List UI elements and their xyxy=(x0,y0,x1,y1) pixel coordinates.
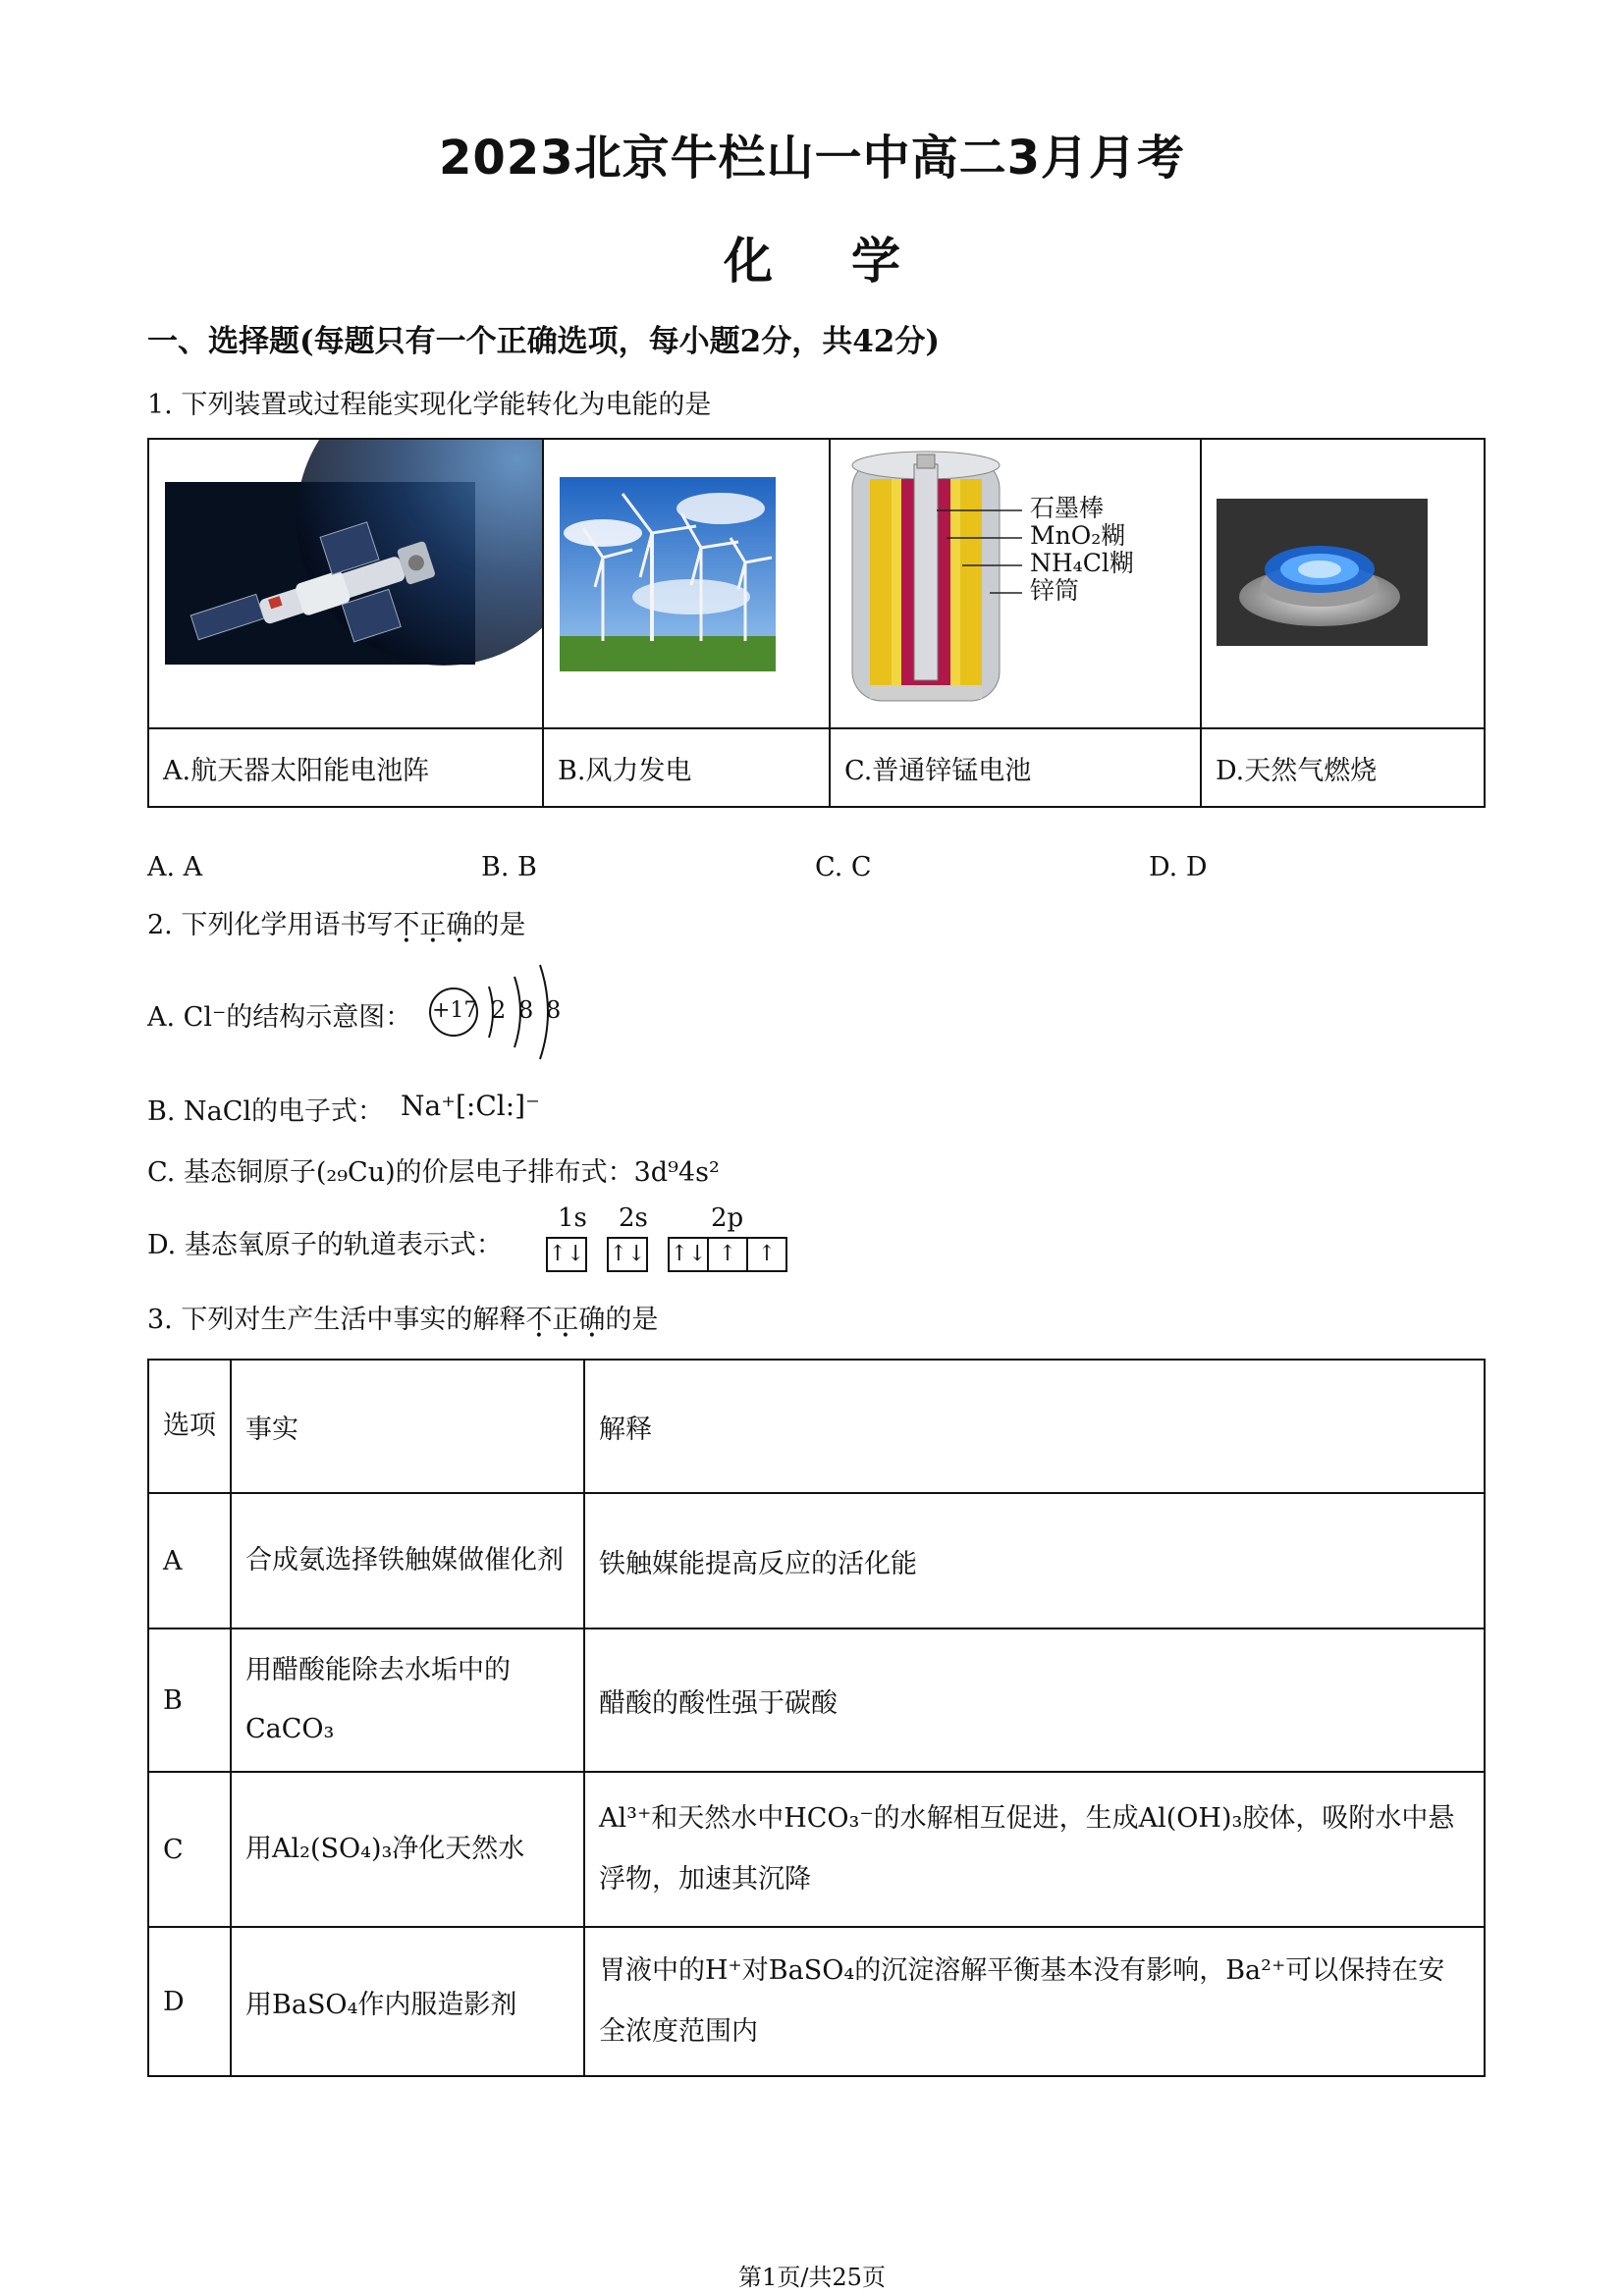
q2-option-c: C. 基态铜原子(₂₉Cu)的价层电子排布式：3d⁹4s² xyxy=(147,1157,720,1188)
question-3-table xyxy=(147,1359,1486,2077)
row-a-option: A xyxy=(148,1493,231,1629)
q1-option-b: B. B xyxy=(481,852,537,882)
q2-option-b: B. NaCl的电子式： xyxy=(147,1096,385,1127)
row-b-explain: 醋酸的酸性强于碳酸 xyxy=(584,1629,1485,1772)
section-heading: 一、选择题(每题只有一个正确选项，每小题2分，共42分) xyxy=(147,324,941,359)
header-fact: 事实 xyxy=(231,1360,584,1493)
orbital-box-2p-1: ↑↓ xyxy=(668,1237,709,1272)
image-cell-c xyxy=(830,439,1201,728)
orbital-2s-label: 2s xyxy=(619,1203,648,1233)
space-station-image xyxy=(149,440,542,721)
label-zinc-shell: 锌筒 xyxy=(1030,576,1080,605)
image-cell-b xyxy=(543,439,830,728)
table-row xyxy=(148,1629,1485,1772)
header-option: 选项 xyxy=(148,1360,231,1493)
row-a-fact: 合成氨选择铁触媒做催化剂 xyxy=(231,1493,584,1629)
subject-title: 化学 xyxy=(724,233,979,290)
q1-option-c: C. C xyxy=(815,852,872,882)
orbital-box-2s: ↑↓ xyxy=(607,1237,648,1272)
orbital-box-1s: ↑↓ xyxy=(546,1237,587,1272)
image-cell-d xyxy=(1201,439,1485,728)
row-d-fact: 用BaSO₄作内服造影剂 xyxy=(231,1927,584,2076)
caption-b: B.风力发电 xyxy=(543,728,830,807)
chloride-structure-diagram xyxy=(424,957,571,1071)
question-2-stem: 2. 下列化学用语书写不正确的是 xyxy=(147,910,526,940)
header-explain: 解释 xyxy=(584,1360,1485,1493)
caption-c: C.普通锌锰电池 xyxy=(830,728,1201,807)
table-row xyxy=(148,1927,1485,2076)
orbital-1s-label: 1s xyxy=(558,1203,587,1233)
q1-option-a: A. A xyxy=(147,852,203,882)
caption-a: A.航天器太阳能电池阵 xyxy=(148,728,543,807)
orbital-box-2p-3: ↑ xyxy=(746,1237,787,1272)
orbital-box-2p-2: ↑ xyxy=(707,1237,748,1272)
row-b-option: B xyxy=(148,1629,231,1772)
q2-option-a: A. Cl⁻的结构示意图： xyxy=(147,1002,412,1033)
label-nh4cl-paste: NH₄Cl糊 xyxy=(1030,549,1134,577)
question-1-stem: 1. 下列装置或过程能实现化学能转化为电能的是 xyxy=(147,390,712,420)
row-c-option: C xyxy=(148,1772,231,1927)
wind-turbine-image xyxy=(544,440,829,721)
label-graphite-rod: 石墨棒 xyxy=(1030,494,1105,522)
shell-3-electrons: 8 xyxy=(546,996,562,1024)
shell-2-electrons: 8 xyxy=(518,996,534,1024)
zinc-manganese-battery-diagram xyxy=(831,440,1200,721)
row-c-explain: Al³⁺和天然水中HCO₃⁻的水解相互促进，生成Al(OH)₃胶体，吸附水中悬浮物，加速其沉降 xyxy=(584,1772,1485,1927)
row-d-option: D xyxy=(148,1927,231,2076)
q1-option-d: D. D xyxy=(1149,852,1208,882)
battery-labels xyxy=(1030,495,1134,605)
orbital-2p-label: 2p xyxy=(711,1203,744,1233)
page-title: 2023北京牛栏山一中高二3月月考 xyxy=(439,131,1185,186)
caption-d: D.天然气燃烧 xyxy=(1201,728,1485,807)
q2-option-d: D. 基态氧原子的轨道表示式： xyxy=(147,1230,503,1260)
nacl-electron-formula: Na⁺[:Cl:]⁻ xyxy=(401,1090,540,1122)
image-cell-a xyxy=(148,439,543,728)
row-b-fact: 用醋酸能除去水垢中的CaCO₃ xyxy=(231,1629,584,1772)
row-d-explain: 胃液中的H⁺对BaSO₄的沉淀溶解平衡基本没有影响，Ba²⁺可以保持在安全浓度范围内 xyxy=(584,1927,1485,2076)
nucleus-charge: +17 xyxy=(432,998,478,1023)
table-row xyxy=(148,1493,1485,1629)
table-row xyxy=(148,1772,1485,1927)
row-a-explain: 铁触媒能提高反应的活化能 xyxy=(584,1493,1485,1629)
page-footer: 第1页/共25页 xyxy=(738,2264,886,2291)
gas-burner-image xyxy=(1202,440,1482,721)
question-3-stem: 3. 下列对生产生活中事实的解释不正确的是 xyxy=(147,1305,659,1335)
shell-1-electrons: 2 xyxy=(491,996,507,1024)
oxygen-orbital-diagram xyxy=(546,1203,801,1272)
label-mno2-paste: MnO₂糊 xyxy=(1030,521,1126,550)
question-1-table xyxy=(147,438,1486,808)
row-c-fact: 用Al₂(SO₄)₃净化天然水 xyxy=(231,1772,584,1927)
